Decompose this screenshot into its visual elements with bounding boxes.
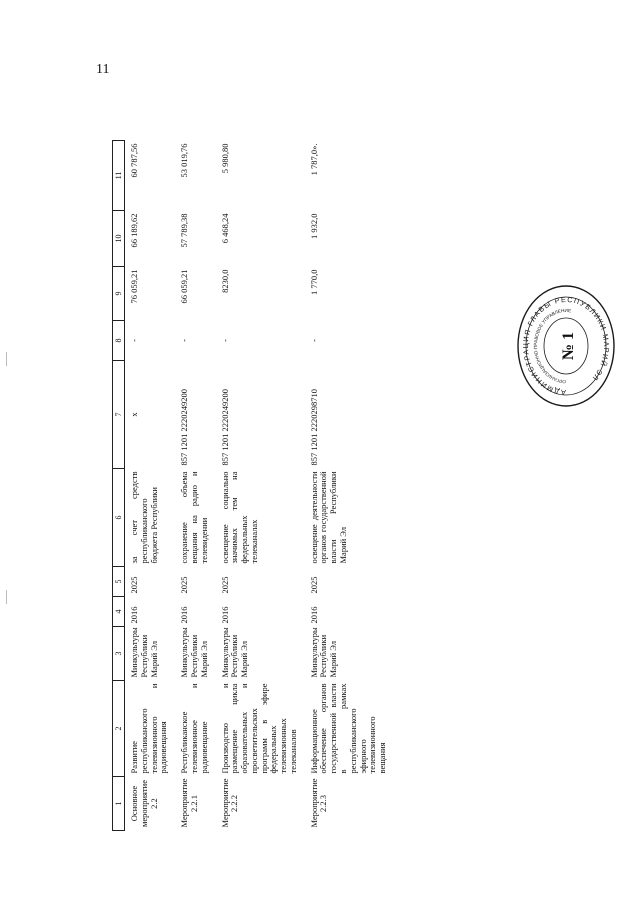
stamp-number: № 1 bbox=[560, 331, 577, 361]
column-header: 9 bbox=[113, 267, 125, 321]
budget-code: х bbox=[129, 412, 140, 417]
amount-col-10: 57 789,38 bbox=[179, 213, 190, 248]
budget-code: 857 1201 2220249200 bbox=[219, 389, 230, 466]
end-year: 2025 bbox=[219, 576, 230, 594]
amount-col-11: 5 980,80 bbox=[219, 143, 230, 174]
activity-number: Основное мероприятие 2.2 bbox=[129, 780, 159, 827]
expected-result: освещение социально значимых тем на федеральных телеканалах bbox=[219, 471, 259, 564]
end-year: 2025 bbox=[179, 576, 190, 594]
responsible-executor: Минкультуры Республики Марий Эл bbox=[219, 627, 250, 678]
activity-name: Информационное обеспечение органов государственной власти в рамках республиканского эфирного телевизионного вещания bbox=[308, 683, 388, 774]
expected-result: сохранение объема вещания на радио и телевидении bbox=[179, 471, 209, 564]
activity-number: Мероприятие 2.2.1 bbox=[179, 778, 200, 828]
activity-name: Республиканское телевизионное и радиовещание bbox=[179, 683, 209, 774]
column-8-value: - bbox=[219, 339, 230, 342]
column-header: 11 bbox=[113, 141, 125, 211]
column-8-value: - bbox=[308, 339, 319, 342]
end-year: 2025 bbox=[308, 576, 319, 594]
table-row bbox=[175, 141, 215, 831]
column-header: 8 bbox=[113, 321, 125, 361]
official-stamp-seal bbox=[516, 281, 616, 411]
column-header: 5 bbox=[113, 567, 125, 597]
stamp-inner-text: ОРГАНИЗАЦИОННО-ПРАВОВОЕ УПРАВЛЕНИЕ bbox=[532, 307, 572, 385]
table-header-row bbox=[113, 141, 125, 831]
responsible-executor: Минкультуры Республики Марий Эл bbox=[129, 627, 159, 678]
column-header: 4 bbox=[113, 597, 125, 627]
activity-number: Мероприятие 2.2.2 bbox=[219, 778, 240, 828]
expected-result: за счет средств республиканского бюджета Республики bbox=[129, 471, 159, 564]
margin-mark bbox=[6, 590, 7, 604]
amount-col-10: 1 932,0 bbox=[308, 213, 319, 239]
amount-col-11: 53 019,76 bbox=[179, 143, 190, 178]
amount-col-9: 8230,0 bbox=[219, 269, 230, 293]
start-year: 2016 bbox=[219, 606, 230, 624]
column-header: 2 bbox=[113, 681, 125, 777]
activity-name: Производство и размещение цикла образовательных и просветительских программ в эфире федеральных телевизионных телеканалов bbox=[219, 683, 298, 774]
amount-col-9: 66 059,21 bbox=[179, 269, 190, 304]
table-row bbox=[216, 141, 305, 831]
budget-code: 857 1201 2220249200 bbox=[179, 389, 190, 466]
column-header: 7 bbox=[113, 361, 125, 469]
column-header: 6 bbox=[113, 469, 125, 567]
column-header: 3 bbox=[113, 627, 125, 681]
amount-col-9: 76 059,21 bbox=[129, 269, 140, 304]
amount-col-11: 60 787,56 bbox=[129, 143, 140, 178]
column-8-value: - bbox=[129, 339, 140, 342]
expected-result: освещение деятельности органов государственной власти Республики Марий Эл bbox=[308, 471, 348, 564]
column-header: 1 bbox=[113, 777, 125, 831]
activity-number: Мероприятие 2.2.3 bbox=[308, 778, 329, 828]
table-row bbox=[305, 141, 394, 831]
start-year: 2016 bbox=[129, 606, 140, 624]
start-year: 2016 bbox=[308, 606, 319, 624]
start-year: 2016 bbox=[179, 606, 190, 624]
responsible-executor: Минкультуры Республики Марий Эл bbox=[308, 627, 339, 678]
stamp-outer-text: АДМИНИСТРАЦИЯ ГЛАВЫ РЕСПУБЛИКИ МАРИЙ ЭЛ bbox=[520, 294, 612, 398]
responsible-executor: Минкультуры Республики Марий Эл bbox=[179, 627, 209, 678]
amount-col-10: 66 189,62 bbox=[129, 213, 140, 248]
amount-col-10: 6 468,24 bbox=[219, 213, 230, 244]
column-8-value: - bbox=[179, 339, 190, 342]
activity-name: Развитие республиканского телевизионного и радиовещания bbox=[129, 683, 169, 774]
amount-col-11: 1 787,0». bbox=[308, 143, 319, 176]
budget-code: 857 1201 2220298710 bbox=[308, 389, 319, 466]
rotated-page-content bbox=[112, 31, 640, 831]
page-number: 11 bbox=[96, 62, 110, 77]
amount-col-9: 1 770,0 bbox=[308, 269, 319, 295]
program-table bbox=[112, 140, 394, 831]
end-year: 2025 bbox=[129, 576, 140, 594]
column-header: 10 bbox=[113, 211, 125, 267]
margin-mark bbox=[6, 352, 7, 366]
table-row bbox=[125, 141, 176, 831]
